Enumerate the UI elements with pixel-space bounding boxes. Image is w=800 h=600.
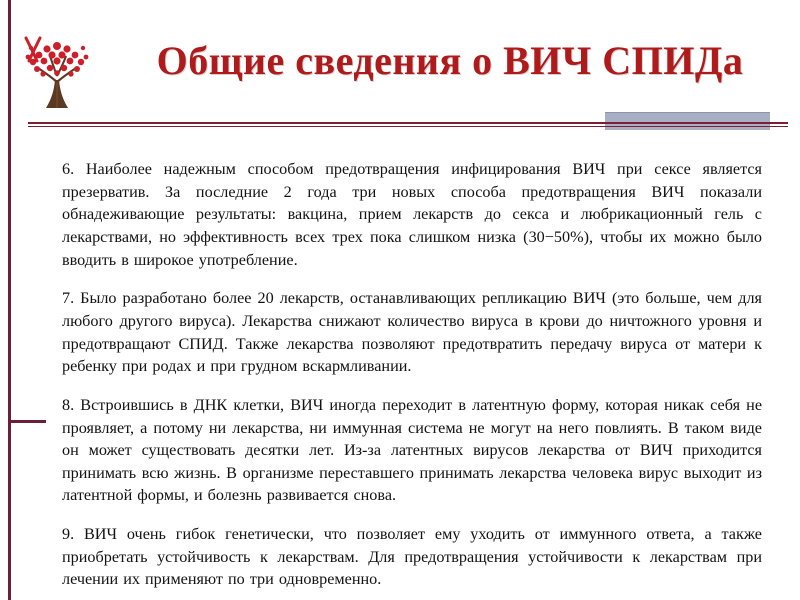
slide-header (0, 0, 800, 128)
header-divider-thin (28, 126, 788, 127)
body-paragraph: 7. Было разработано более 20 лекарств, останавливающих репликацию ВИЧ (это больше, чем для любого другого вируса). Лекарства снижают количество вируса в крови до ничтожного уровня и предотвращают СПИД. Также лекарства позволяют предотвратить передачу вируса от матери к ребенку при родах и при грудном вскармливании. (62, 289, 762, 376)
body-paragraph: 6. Наиболее надежным способом предотвращения инфицирования ВИЧ при сексе является презерватив. За последние 2 года три новых способа предотвращения ВИЧ показали обнадеживающие результаты: вакцина, прием лекарств до секса и любрикационный гель с лекарствами, но эффективность всех трех пока слишком низка (30−50%), чтобы их можно было вводить в широкое употребление. (62, 160, 762, 269)
red-ribbon-tree-logo-icon (10, 28, 106, 116)
body-paragraph: 9. ВИЧ очень гибок генетически, что позволяет ему уходить от иммунного ответа, а также приобретать устойчивость к лекарствам. Для предотвращения устойчивости к лекарствам при лечении их применяют по три одновременно. (62, 525, 762, 589)
title-accent-block (605, 112, 770, 130)
header-divider (28, 122, 788, 124)
page-title: Общие сведения о ВИЧ СПИДа (156, 38, 744, 83)
body-paragraph: 8. Встроившись в ДНК клетки, ВИЧ иногда переходит в латентную форму, которая никак себя не проявляет, а потому ни лекарства, ни иммунная система не могут на него повлиять. В таком виде он может существовать десятки лет. Из-за латентных вирусов лекарства от ВИЧ приходится принимать всю жизнь. В организме переставшего принимать лекарства человека вирус выходит из латентной формы, и болезнь развивается снова. (62, 395, 762, 505)
left-mid-tick (8, 420, 46, 423)
slide-body (62, 142, 762, 591)
